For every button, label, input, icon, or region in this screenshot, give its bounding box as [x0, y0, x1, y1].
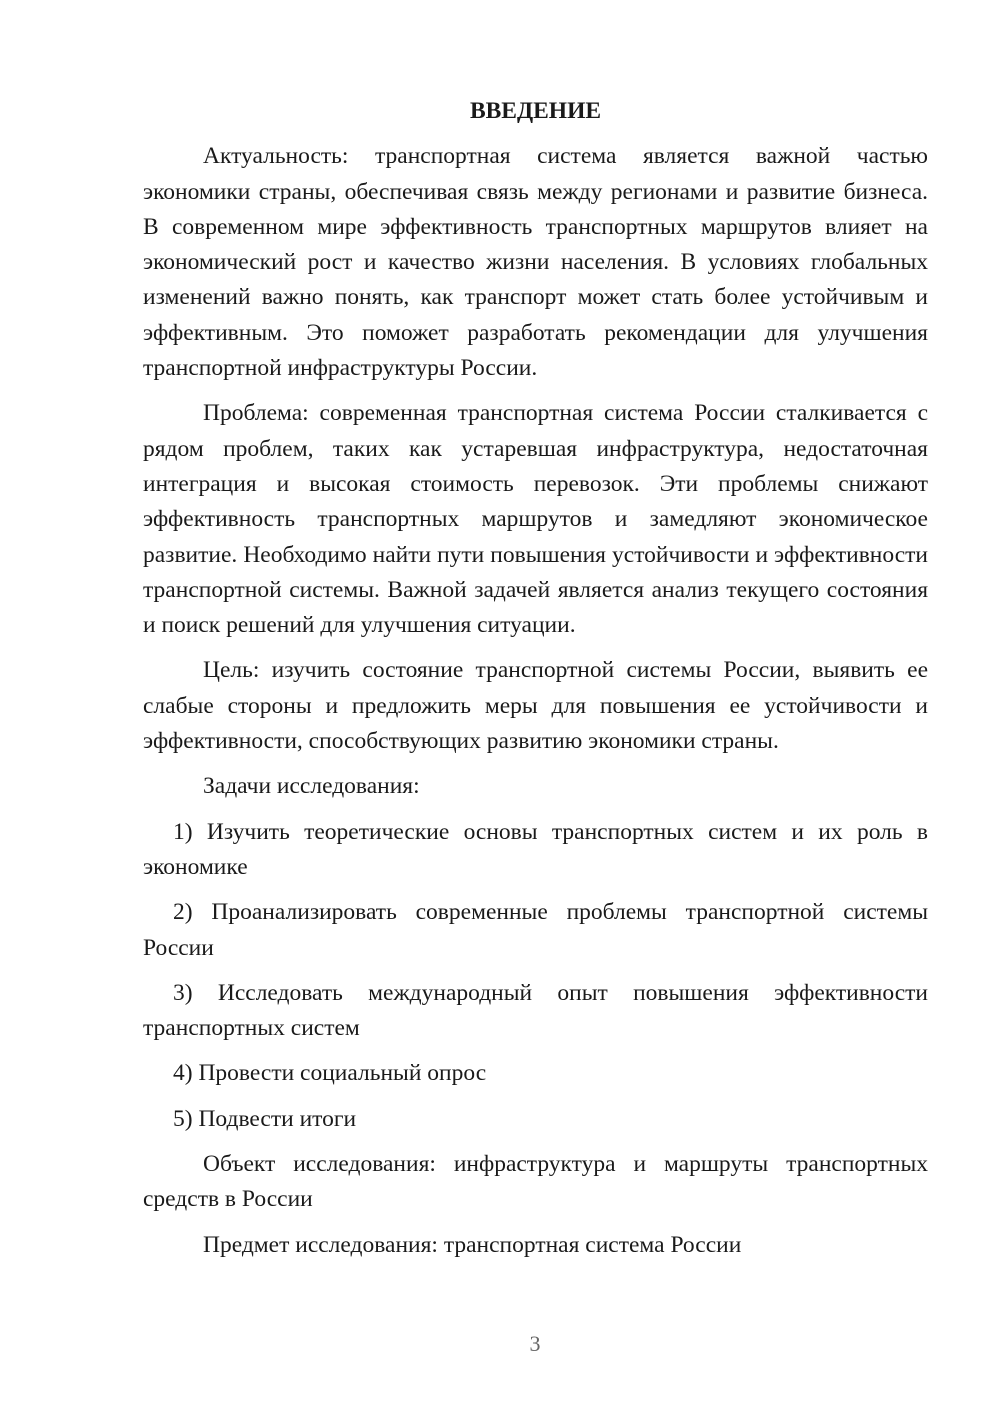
task-item-4: 4) Провести социальный опрос: [173, 1060, 487, 1087]
paragraph-subject: Предмет исследования: транспортная система России: [203, 1231, 742, 1258]
task-item-2: 2) Проанализировать современные проблемы транспортной системы России: [143, 899, 928, 961]
tasks-heading: Задачи исследования:: [203, 773, 420, 800]
task-item-3: 3) Исследовать международный опыт повышения эффективности транспортных систем: [143, 979, 928, 1042]
page-number: 3: [529, 1331, 541, 1356]
section-title: ВВЕДЕНИЕ: [469, 98, 602, 124]
task-item-1: 1) Изучить теоретические основы транспортных систем и их роль в экономике: [143, 818, 928, 880]
paragraph-problem: Проблема: современная транспортная система России сталкивается с рядом проблем, таких как устаревшая инфраструктура, недостаточная интеграция и высокая стоимость перевозок. Эти проблемы снижают эффективность транспортных маршрутов и замедляют экономическое развитие. Необходимо найти пути повышения устойчивости и эффективности транспортной системы. Важной задачей является анализ текущего состояния и поиск решений для улучшения ситуации.: [143, 400, 928, 639]
paragraph-relevance: Актуальность: транспортная система является важной частью экономики страны, обеспечивая связь между регионами и развитие бизнеса. В современном мире эффективность транспортных маршрутов влияет на экономический рост и качество жизни населения. В условиях глобальных изменений важно понять, как транспорт может стать более устойчивым и эффективным. Это поможет разработать рекомендации для улучшения транспортной инфраструктуры России.: [143, 143, 928, 382]
task-item-5: 5) Подвести итоги: [173, 1105, 357, 1132]
page-body: [143, 94, 928, 1273]
paragraph-object: Объект исследования: инфраструктура и маршруты транспортных средств в России: [143, 1151, 928, 1213]
paragraph-goal: Цель: изучить состояние транспортной системы России, выявить ее слабые стороны и предложить меры для повышения ее устойчивости и эффективности, способствующих развитию экономики страны.: [143, 657, 928, 755]
